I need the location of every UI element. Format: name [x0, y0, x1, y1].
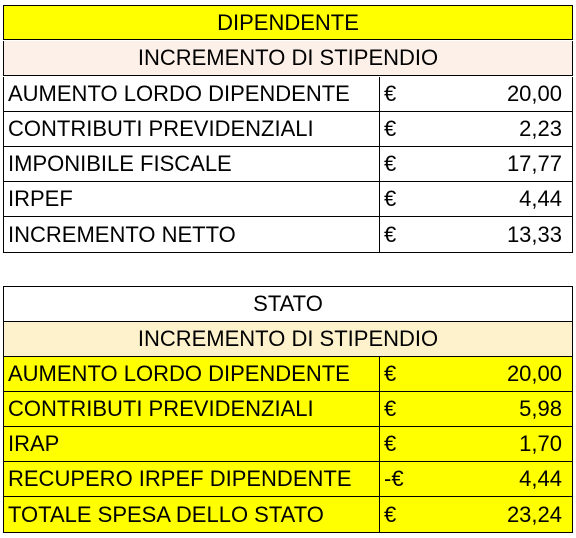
- row-value: 17,77: [506, 151, 562, 176]
- row-value: 4,44: [519, 466, 562, 491]
- row-currency: €: [384, 116, 397, 141]
- row-label: IRAP: [4, 427, 380, 461]
- row-currency: €: [384, 396, 397, 421]
- row-value: 23,24: [506, 501, 562, 527]
- row-label: IMPONIBILE FISCALE: [4, 147, 380, 181]
- table-row: [3, 392, 573, 427]
- table-row: [3, 77, 573, 112]
- empty-row: [3, 253, 573, 287]
- table-row: [3, 182, 573, 217]
- row-currency: -€: [384, 466, 404, 491]
- row-value: 20,00: [506, 81, 562, 106]
- row-label: INCREMENTO NETTO: [4, 217, 380, 252]
- row-currency: €: [384, 361, 397, 386]
- table-row: [3, 112, 573, 147]
- row-label: TOTALE SPESA DELLO STATO: [4, 497, 380, 532]
- row-label: AUMENTO LORDO DIPENDENTE: [4, 77, 380, 111]
- table-row: [3, 147, 573, 182]
- row-currency: €: [384, 151, 397, 176]
- row-label: IRPEF: [4, 182, 380, 216]
- row-currency: €: [384, 431, 397, 456]
- row-label: CONTRIBUTI PREVIDENZIALI: [4, 112, 380, 146]
- table-row: [3, 427, 573, 462]
- row-label: AUMENTO LORDO DIPENDENTE: [4, 357, 380, 391]
- row-value: 13,33: [506, 221, 562, 247]
- row-label: RECUPERO IRPEF DIPENDENTE: [4, 462, 380, 496]
- dipendente-subtitle: INCREMENTO DI STIPENDIO: [3, 41, 573, 76]
- dipendente-title: DIPENDENTE: [3, 5, 573, 40]
- row-value: 1,70: [519, 431, 562, 456]
- row-currency: €: [384, 501, 397, 527]
- row-value: 2,23: [519, 116, 562, 141]
- row-currency: €: [384, 221, 397, 247]
- row-label: CONTRIBUTI PREVIDENZIALI: [4, 392, 380, 426]
- table-row: [3, 497, 573, 533]
- row-value: 20,00: [506, 361, 562, 386]
- table-row: [3, 462, 573, 497]
- row-currency: €: [384, 186, 397, 211]
- row-value: 5,98: [519, 396, 562, 421]
- row-currency: €: [384, 81, 397, 106]
- row-value: 4,44: [519, 186, 562, 211]
- table-row: [3, 217, 573, 253]
- stato-title: STATO: [3, 287, 573, 322]
- table-row: [3, 357, 573, 392]
- stato-subtitle: INCREMENTO DI STIPENDIO: [3, 322, 573, 357]
